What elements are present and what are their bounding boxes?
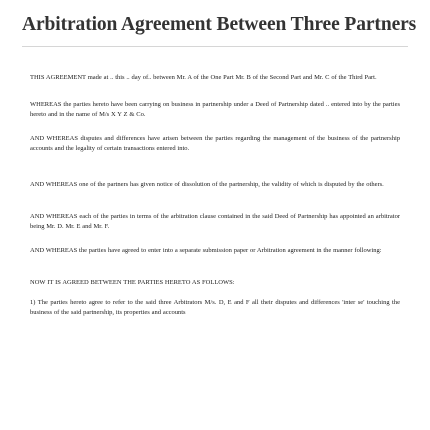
paragraph-whereas-submission: AND WHEREAS the parties have agreed to enter into a separate submission paper or Arbitration agreement in the manner following: [30, 247, 382, 254]
page-title: Arbitration Agreement Between Three Partners [22, 14, 417, 35]
title-divider [22, 46, 408, 47]
clause-1: 1) The parties hereto agree to refer to the said three Arbitrators M/s. D, E and F all their disputes and differences 'inter se' touching the business of the said partnership, its properties and accounts [30, 299, 400, 316]
paragraph-whereas-partnership: WHEREAS the parties hereto have been carrying on business in partnership under a Deed of Partnership dated .. entered into by the parties hereto and in the name of M/s X Y Z & Co. [30, 101, 400, 118]
paragraph-now-agreed: NOW IT IS AGREED BETWEEN THE PARTIES HERETO AS FOLLOWS: [30, 279, 235, 286]
paragraph-whereas-dissolution: AND WHEREAS one of the partners has given notice of dissolution of the partnership, the validity of which is disputed by the others. [30, 181, 384, 188]
paragraph-agreement-parties: THIS AGREEMENT made at .. this .. day of.. between Mr. A of the One Part Mr. B of the Second Part and Mr. C of the Third Part. [30, 74, 377, 81]
paragraph-whereas-disputes: AND WHEREAS disputes and differences have arisen between the parties regarding the management of the business of the partnership accounts and the legality of certain transactions entered into. [30, 135, 400, 152]
paragraph-whereas-arbitrators: AND WHEREAS each of the parties in terms of the arbitration clause contained in the said Deed of Partnership has appointed an arbitrator being Mr. D. Mr. E and Mr. F. [30, 213, 400, 230]
